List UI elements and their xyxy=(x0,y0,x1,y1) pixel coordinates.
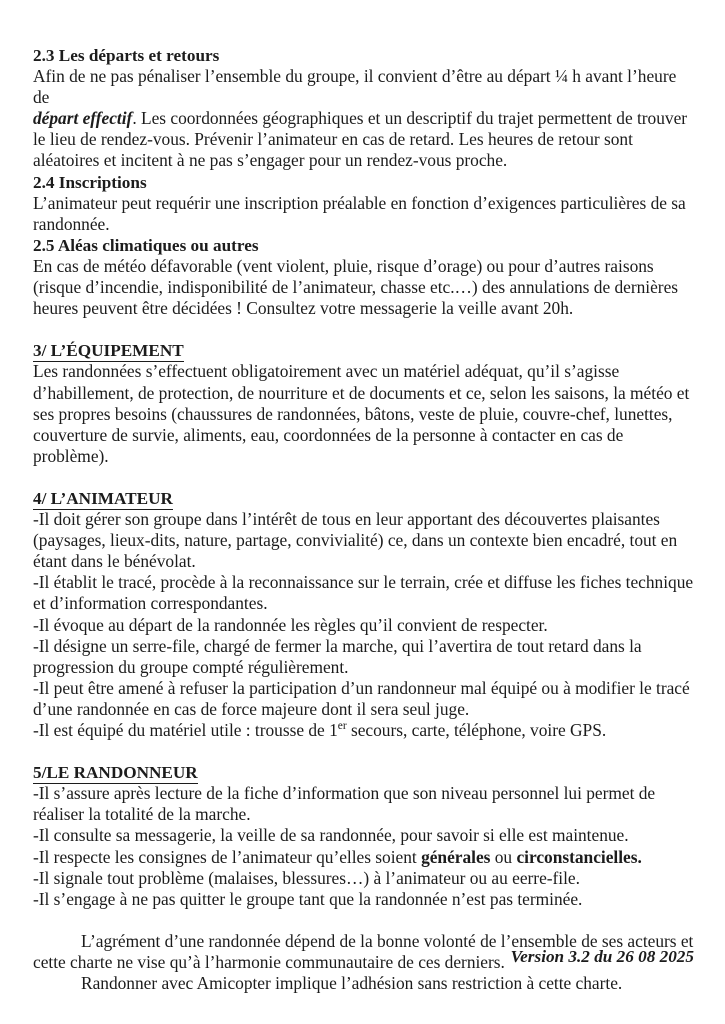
paragraph-line: -Il consulte sa messagerie, la veille de sa randonnée, pour savoir si elle est maintenue. xyxy=(33,825,629,846)
section-spacer xyxy=(33,467,694,488)
paragraph-line: Afin de ne pas pénaliser l’ensemble du groupe, il convient d’être au départ ¼ h avant l’heure de xyxy=(33,66,681,108)
paragraph-line: randonnée. xyxy=(33,213,110,234)
paragraph-line: progression du groupe compté régulièrement. xyxy=(33,656,349,677)
paragraph-line: étant dans le bénévolat. xyxy=(33,551,196,572)
paragraph-line: heures peuvent être décidées ! Consultez votre messagerie la veille avant 20h. xyxy=(33,298,574,319)
heading-2-5: 2.5 Aléas climatiques ou autres xyxy=(33,235,259,255)
paragraph-line: couverture de survie, aliments, eau, coordonnées de la personne à contacter en cas de xyxy=(33,424,624,445)
heading-3-equipement: 3/ L’ÉQUIPEMENT xyxy=(33,340,184,362)
paragraph-line: et d’information correspondantes. xyxy=(33,593,268,614)
paragraph-line-with-emphasis xyxy=(33,108,694,129)
heading-4-wrap xyxy=(33,488,694,509)
paragraph-line: réaliser la totalité de la marche. xyxy=(33,804,251,825)
heading-2-4: 2.4 Inscriptions xyxy=(33,172,147,192)
paragraph-line-with-emphasis xyxy=(33,847,694,868)
paragraph-line: -Il signale tout problème (malaises, blessures…) à l’animateur ou au eerre-file. xyxy=(33,867,580,888)
ordinal-superscript: er xyxy=(337,720,347,733)
paragraph-line: En cas de météo défavorable (vent violent, pluie, risque d’orage) ou pour d’autres raisons xyxy=(33,255,654,276)
paragraph-line: -Il peut être amené à refuser la participation d’un randonneur mal équipé ou à modifier le tracé xyxy=(33,677,690,698)
section-spacer xyxy=(33,319,694,340)
paragraph-line: d’une randonnée en cas de force majeure dont il sera seul juge. xyxy=(33,698,470,719)
heading-4-animateur: 4/ L’ANIMATEUR xyxy=(33,488,173,510)
paragraph-line: d’habillement, de protection, de nourriture et de documents et ce, selon les saisons, la météo et xyxy=(33,382,690,403)
paragraph-line: -Il s’assure après lecture de la fiche d’information que son niveau personnel lui permet de xyxy=(33,783,656,804)
paragraph-line: L’animateur peut requérir une inscription préalable en fonction d’exigences particulières de sa xyxy=(33,192,686,213)
closing-paragraph-line: L’agrément d’une randonnée dépend de la bonne volonté de l’ensemble de ses acteurs et xyxy=(81,930,694,951)
heading-3-wrap xyxy=(33,340,694,361)
section-spacer xyxy=(33,910,694,931)
heading-5-randonneur: 5/LE RANDONNEUR xyxy=(33,762,198,784)
consignes-mid: ou xyxy=(490,846,517,867)
paragraph-line-with-superscript xyxy=(33,720,694,741)
document-body xyxy=(33,45,694,994)
materiel-line-prefix: -Il est équipé du matériel utile : trousse de 1 xyxy=(33,720,338,740)
paragraph-line: ses propres besoins (chaussures de randonnées, bâtons, veste de pluie, couvre-chef, lunettes, xyxy=(33,403,673,424)
paragraph-line: problème). xyxy=(33,445,109,466)
paragraph-line: -Il évoque au départ de la randonnée les règles qu’il convient de respecter. xyxy=(33,614,548,635)
paragraph-line: -Il doit gérer son groupe dans l’intérêt de tous en leur apportant des découvertes plaisantes xyxy=(33,509,660,530)
paragraph-line-rest: . Les coordonnées géographiques et un descriptif du trajet permettent de trouver xyxy=(132,108,688,129)
paragraph-line: -Il établit le tracé, procède à la reconnaissance sur le terrain, crée et diffuse les fiches technique xyxy=(33,572,694,593)
section-spacer xyxy=(33,741,694,762)
paragraph-line: (risque d’incendie, indisponibilité de l’animateur, chasse etc.…) des annulations de dernières xyxy=(33,277,679,298)
emphasis-circonstancielles: circonstancielles. xyxy=(516,846,642,867)
paragraph-line: -Il s’engage à ne pas quitter le groupe tant que la randonnée n’est pas terminée. xyxy=(33,888,583,909)
paragraph-line: aléatoires et incitent à ne pas s’engager pour un rendez-vous proche. xyxy=(33,150,508,171)
paragraph-line: Les randonnées s’effectuent obligatoirement avec un matériel adéquat, qu’il s’agisse xyxy=(33,361,620,382)
heading-5-wrap xyxy=(33,762,694,783)
paragraph-line: -Il désigne un serre-file, chargé de fermer la marche, qui l’avertira de tout retard dans la xyxy=(33,635,642,656)
version-footer: Version 3.2 du 26 08 2025 xyxy=(510,947,694,966)
consignes-prefix: -Il respecte les consignes de l’animateur qu’elles soient xyxy=(33,846,422,867)
paragraph-line: (paysages, lieux-dits, nature, partage, convivialité) ce, dans un contexte bien encadré, tout en xyxy=(33,530,678,551)
emphasis-generales: générales xyxy=(421,846,491,867)
closing-paragraph-line: Randonner avec Amicopter implique l’adhésion sans restriction à cette charte. xyxy=(81,973,623,994)
paragraph-line: le lieu de rendez-vous. Prévenir l’animateur en cas de retard. Les heures de retour sont xyxy=(33,129,633,150)
closing-paragraph-line: cette charte ne vise qu’à l’harmonie communautaire de ces derniers. xyxy=(33,952,505,973)
materiel-line-suffix: secours, carte, téléphone, voire GPS. xyxy=(346,720,607,740)
emphasis-depart-effectif: départ effectif xyxy=(33,108,133,129)
heading-2-3: 2.3 Les départs et retours xyxy=(33,46,220,65)
